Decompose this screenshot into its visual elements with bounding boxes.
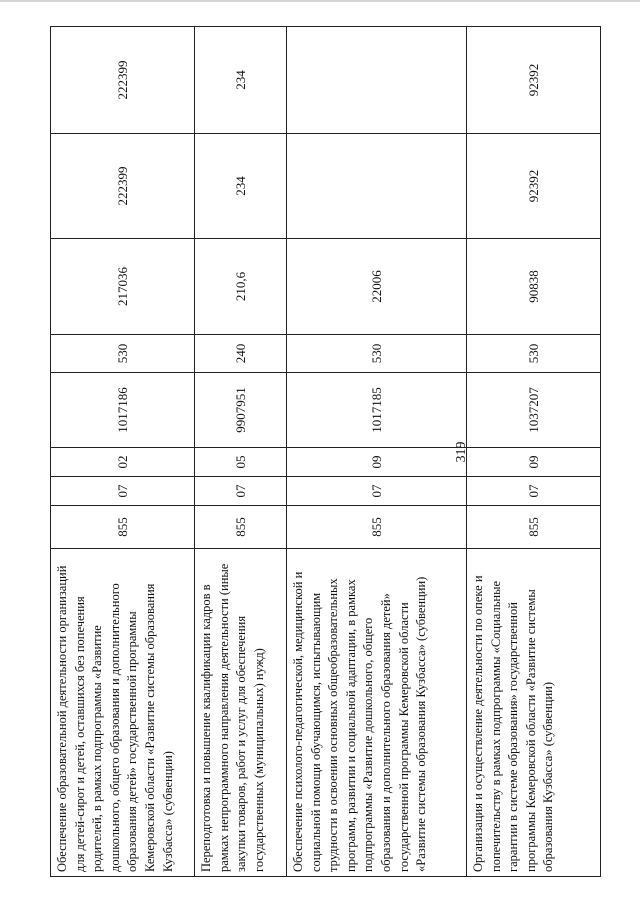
- subsection-code: 05: [195, 448, 287, 477]
- expense-type-code: 530: [51, 335, 195, 373]
- section-code: 07: [195, 477, 287, 506]
- row-description: Организация и осуществление деятельности по опеке и попечительству в рамках подпрограммы «Социальные гарантии в системе образования» государственной программы Кемеровской области «Развитие системы образования Кузбасса» (субвенции): [467, 549, 601, 877]
- amount-1: 22006: [287, 239, 467, 335]
- row-description: Обеспечение образовательной деятельности организаций для детей-сирот и детей, оставшихся без попечения родителей, в рамках подпрограммы «Развитие дошкольного, общего образования и дополнительного образования детей» государственной программы Кемеровской области «Развитие системы образования Кузбасса» (субвенции): [51, 549, 195, 877]
- target-article-code: 1017185: [287, 373, 467, 448]
- amount-1: 210,6: [195, 239, 287, 335]
- expense-type-code: 530: [467, 335, 601, 373]
- expense-type-code: 530: [287, 335, 467, 373]
- target-article-code: 1017186: [51, 373, 195, 448]
- section-code: 07: [467, 477, 601, 506]
- amount-2: 92392: [467, 134, 601, 239]
- table-row: [287, 27, 467, 877]
- table-row: [195, 27, 287, 877]
- page-number: 319: [454, 441, 469, 463]
- amount-1: 217036: [51, 239, 195, 335]
- target-article-code: 9907951: [195, 373, 287, 448]
- rotated-table-container: [50, 47, 600, 877]
- row-description: Переподготовка и повышение квалификации кадров в рамках непрограммного направления деятельности (иные закупки товаров, работ и услуг для обеспечения государственных (муниципальных) нужд): [195, 549, 287, 877]
- row-description: Обеспечение психолого-педагогической, медицинской и социальной помощи обучающимся, испытывающим трудности в освоении основных общеобразовательных программ, развитии и социальной адаптации, в рамках подпрограммы «Развитие дошкольного, общего образования и дополнительного образования детей» государственной программы Кемеровской области «Развитие системы образования Кузбасса» (субвенции): [287, 549, 467, 877]
- subsection-code: 02: [51, 448, 195, 477]
- amount-2: 234: [195, 134, 287, 239]
- table-row: [467, 27, 601, 877]
- amount-2: 222399: [51, 134, 195, 239]
- expense-type-code: 240: [195, 335, 287, 373]
- ministry-code: 855: [51, 506, 195, 549]
- top-rule: [0, 0, 640, 2]
- amount-3: 92392: [467, 27, 601, 134]
- amount-1: 90838: [467, 239, 601, 335]
- ministry-code: 855: [287, 506, 467, 549]
- subsection-code: 09: [287, 448, 467, 477]
- amount-3: [287, 27, 467, 134]
- section-code: 07: [51, 477, 195, 506]
- ministry-code: 855: [467, 506, 601, 549]
- subsection-code: 09: [467, 448, 601, 477]
- table-row: [51, 27, 195, 877]
- ministry-code: 855: [195, 506, 287, 549]
- section-code: 07: [287, 477, 467, 506]
- budget-table: [50, 26, 601, 877]
- target-article-code: 1037207: [467, 373, 601, 448]
- amount-3: 234: [195, 27, 287, 134]
- amount-2: [287, 134, 467, 239]
- amount-3: 222399: [51, 27, 195, 134]
